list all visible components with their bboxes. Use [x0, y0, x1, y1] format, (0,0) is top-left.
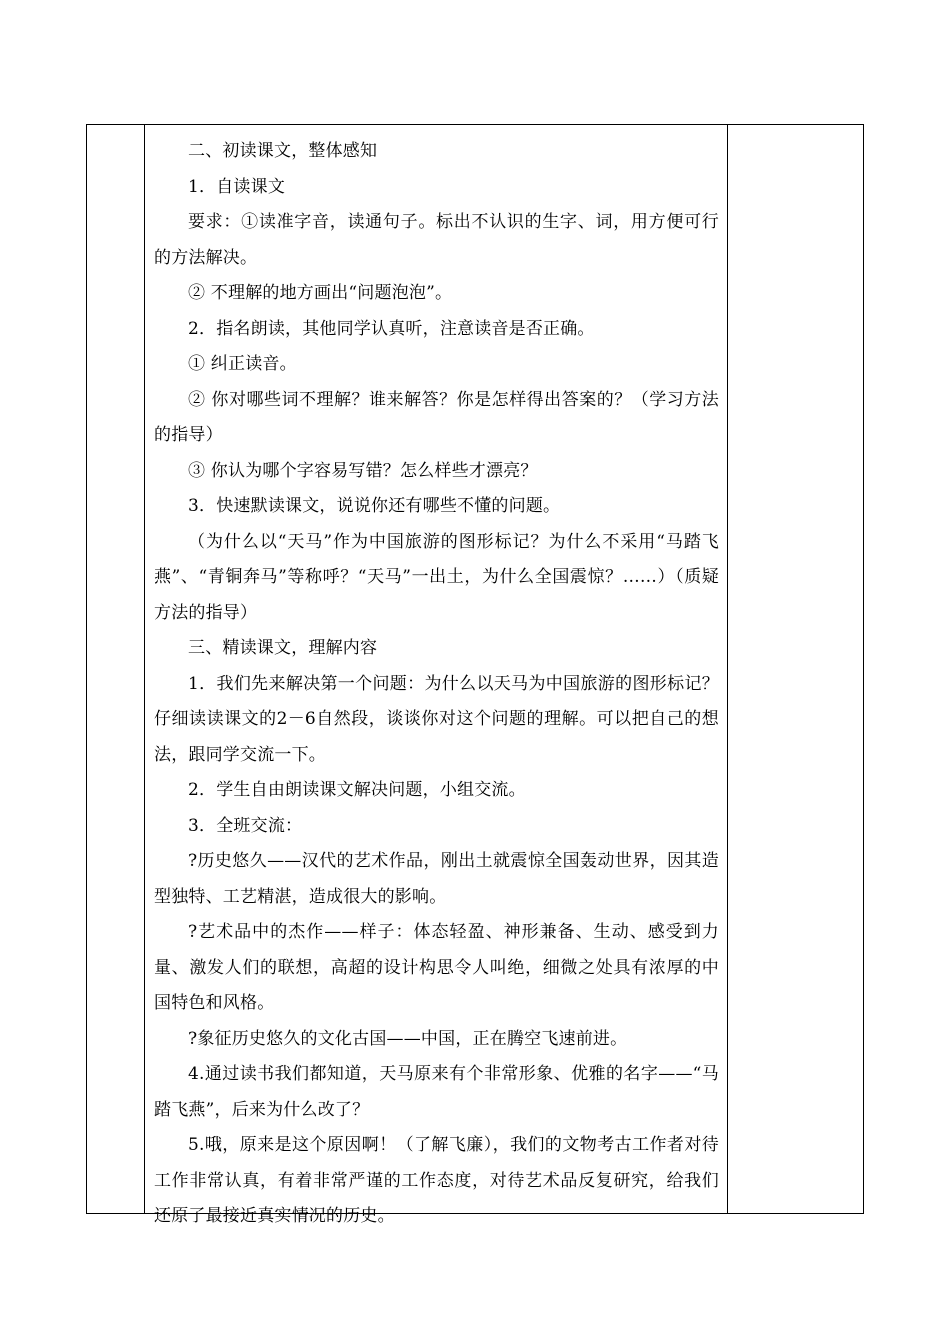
step-item: 5.哦，原来是这个原因啊！（了解飞廉），我们的文物考古工作者对待工作非常认真，有着非常严谨的工作态度，对待艺术品反复研究，给我们还原了最接近真实情况的历史。 — [154, 1135, 719, 1226]
step-item: 1．自读课文 — [188, 176, 286, 197]
right-notes-cell — [728, 125, 863, 1213]
main-content-cell — [145, 125, 728, 1226]
step-item: 2．指名朗读，其他同学认真听，注意读音是否正确。 — [188, 318, 595, 339]
step-item: 3．全班交流： — [188, 815, 303, 836]
section-heading: 二、初读课文，整体感知 — [188, 141, 378, 161]
step-item: 1．我们先来解决第一个问题：为什么以天马为中国旅游的图形标记？仔细读读课文的2－6自然段，谈谈你对这个问题的理解。可以把自己的想法，跟同学交流一下。 — [154, 673, 719, 765]
bullet-point: ?象征历史悠久的文化古国——中国，正在腾空飞速前进。 — [188, 1028, 628, 1049]
section-heading: 三、精读课文，理解内容 — [188, 638, 378, 658]
bullet-point: ?历史悠久——汉代的艺术作品，刚出土就震惊全国轰动世界，因其造型独特、工艺精湛，造成很大的影响。 — [154, 851, 719, 907]
left-column-cell — [87, 125, 145, 1213]
sub-item: ③ 你认为哪个字容易写错？怎么样些才漂亮？ — [188, 460, 538, 481]
step-item: 4.通过读书我们都知道，天马原来有个非常形象、优雅的名字——“马踏飞燕”，后来为什么改了？ — [154, 1064, 719, 1120]
step-item: 3．快速默读课文，说说你还有哪些不懂的问题。 — [188, 496, 561, 516]
requirement-text: 要求：①读准字音，读通句子。标出不认识的生字、词，用方便可行的方法解决。 — [154, 212, 719, 268]
sub-item: ① 纠正读音。 — [188, 354, 297, 374]
question-list: （为什么以“天马”作为中国旅游的图形标记？为什么不采用“马踏飞燕”、“青铜奔马”等称呼？“天马”一出土，为什么全国震惊？……）（质疑方法的指导） — [154, 531, 719, 623]
step-item: 2．学生自由朗读课文解决问题，小组交流。 — [188, 780, 526, 800]
bullet-point: ?艺术品中的杰作——样子：体态轻盈、神形兼备、生动、感受到力量、激发人们的联想，高超的设计构思令人叫绝，细微之处具有浓厚的中国特色和风格。 — [154, 922, 719, 1013]
lesson-plan-table — [86, 124, 864, 1226]
sub-item: ② 不理解的地方画出“问题泡泡”。 — [188, 283, 453, 303]
sub-item: ② 你对哪些词不理解？谁来解答？你是怎样得出答案的？（学习方法的指导） — [154, 389, 719, 445]
